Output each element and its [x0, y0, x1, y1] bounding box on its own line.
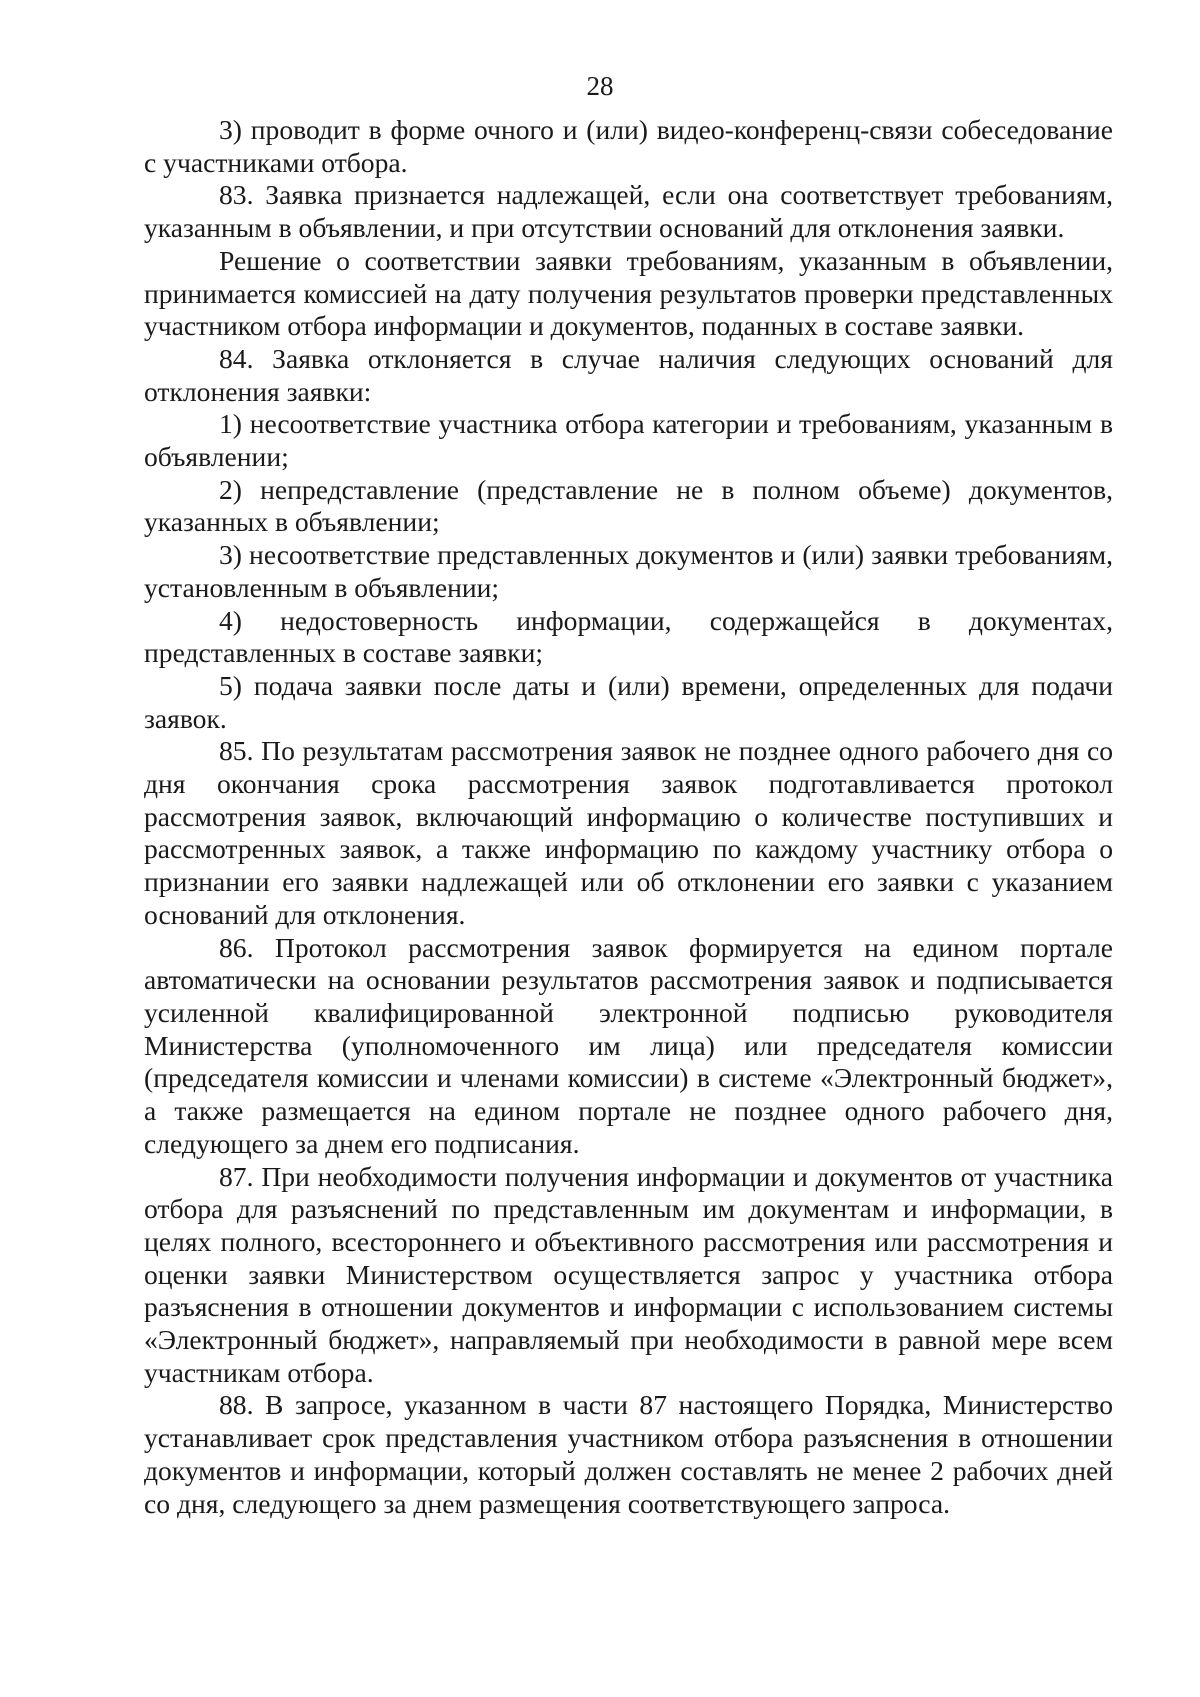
paragraph-88: 88. В запросе, указанном в части 87 настоящего Порядка, Министерство устанавливает срок представления участником отбора разъяснения в отношении документов и информации, который должен составлять не менее 2 рабочих дней со дня, следующего за днем размещения соответствующего запроса.: [144, 1389, 1113, 1519]
paragraph-84-item-2: 2) непредставление (представление не в полном объеме) документов, указанных в объявлении;: [144, 473, 1113, 538]
paragraph-item-3-interview: 3) проводит в форме очного и (или) видео-конференц-связи собеседование с участниками отбора.: [144, 114, 1113, 178]
paragraph-87: 87. При необходимости получения информации и документов от участника отбора для разъяснений по представленным им документам и информации, в целях полного, всестороннего и объективного рассмотрения или рассмотрения и оценки заявки Министерством осуществляется запрос у участника отбора разъяснения в отношении документов и информации с использованием системы «Электронный бюджет», направляемый при необходимости в равной мере всем участникам отбора.: [144, 1160, 1113, 1388]
page-number: 28: [586, 71, 614, 101]
paragraph-84-item-4: 4) недостоверность информации, содержащейся в документах, представленных в составе заявки;: [144, 604, 1113, 669]
paragraph-84-item-5: 5) подача заявки после даты и (или) времени, определенных для подачи заявок.: [144, 669, 1113, 734]
document-body: [144, 114, 1113, 1520]
paragraph-85: 85. По результатам рассмотрения заявок не позднее одного рабочего дня со дня окончания срока рассмотрения заявок подготавливается протокол рассмотрения заявок, включающий информацию о количестве поступивших и рассмотренных заявок, а также информацию по каждому участнику отбора о признании его заявки надлежащей или об отклонении его заявки с указанием оснований для отклонения.: [144, 735, 1113, 930]
paragraph-84-item-3: 3) несоответствие представленных документов и (или) заявки требованиям, установленным в объявлении;: [144, 539, 1113, 603]
paragraph-83-decision: Решение о соответствии заявки требованиям, указанным в объявлении, принимается комиссией на дату получения результатов проверки представленных участником отбора информации и документов, поданных в составе заявки.: [144, 244, 1113, 342]
paragraph-84-item-1: 1) несоответствие участника отбора категории и требованиям, указанным в объявлении;: [144, 408, 1113, 473]
paragraph-86: 86. Протокол рассмотрения заявок формируется на едином портале автоматически на основании результатов рассмотрения заявок и подписывается усиленной квалифицированной электронной подписью руководителя Министерства (уполномоченного им лица) или председателя комиссии (председателя комиссии и членами комиссии) в системе «Электронный бюджет», а также размещается на едином портале не позднее одного рабочего дня, следующего за днем его подписания.: [144, 931, 1113, 1159]
paragraph-83: 83. Заявка признается надлежащей, если она соответствует требованиям, указанным в объявлении, и при отсутствии оснований для отклонения заявки.: [144, 179, 1113, 244]
paragraph-84: 84. Заявка отклоняется в случае наличия следующих оснований для отклонения заявки:: [144, 342, 1113, 407]
